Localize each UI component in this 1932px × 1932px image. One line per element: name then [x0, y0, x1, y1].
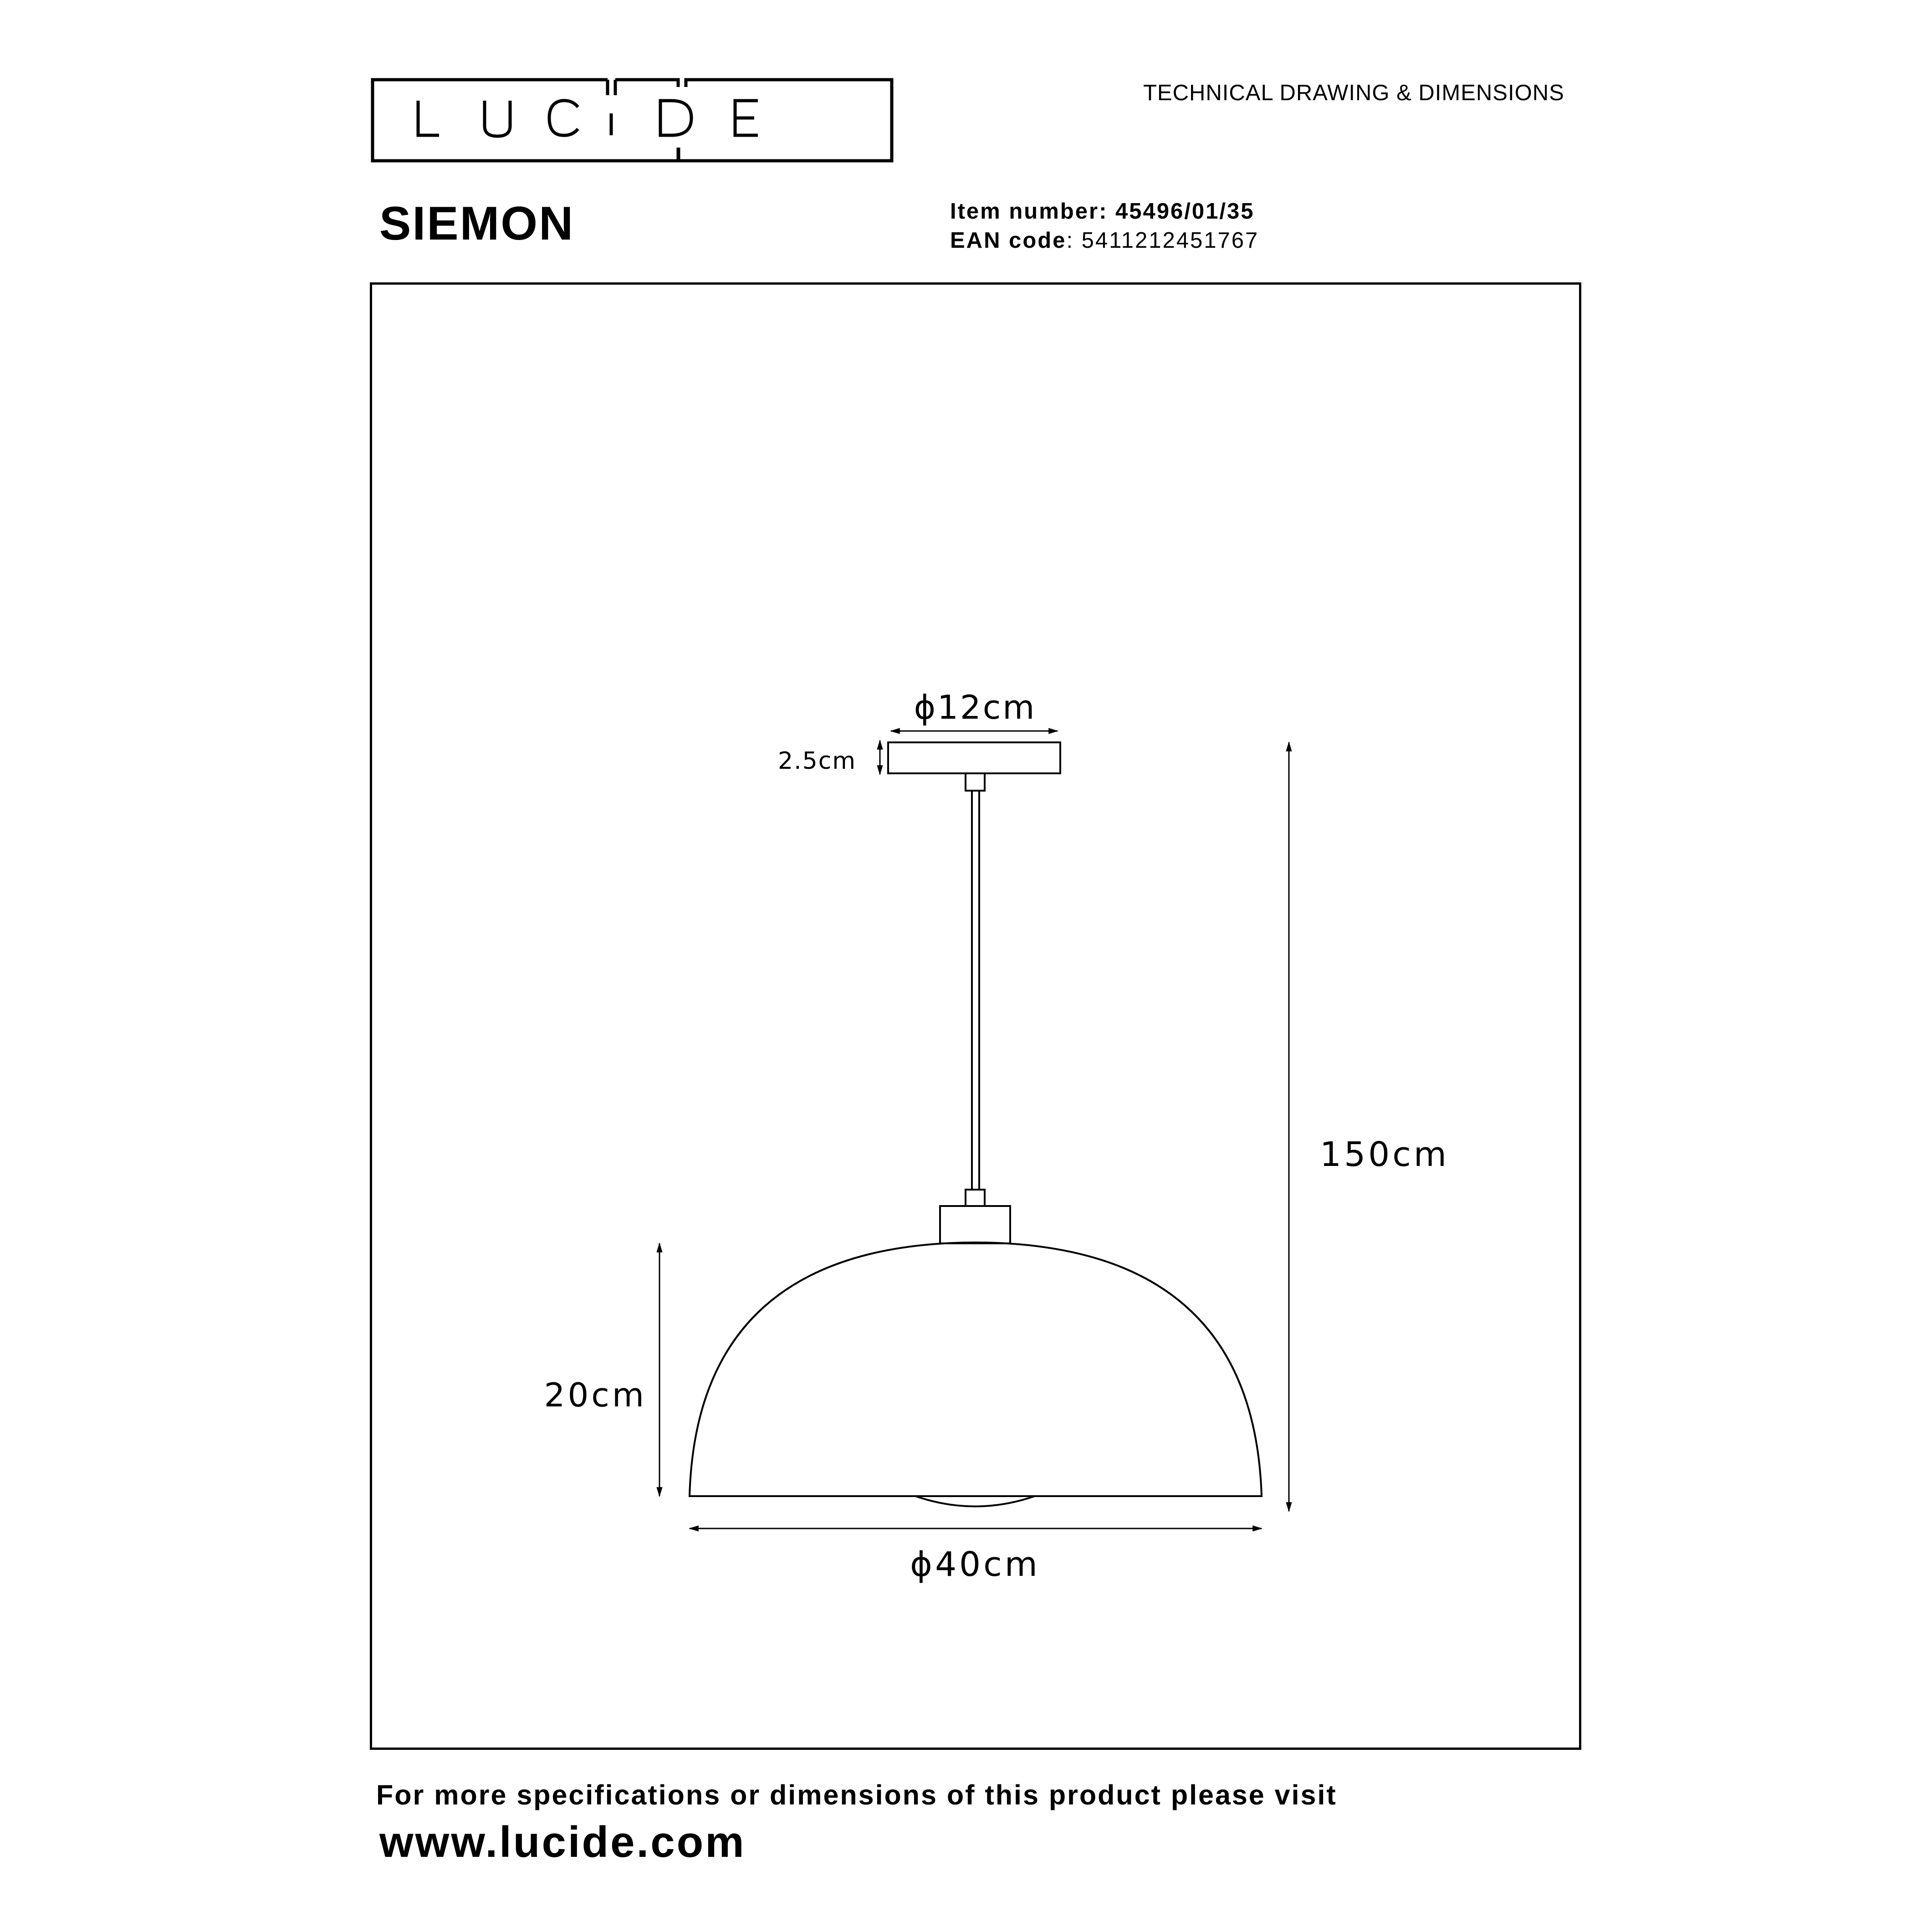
item-number-label: Item number [950, 199, 1099, 224]
document-title: TECHNICAL DRAWING & DIMENSIONS [1143, 81, 1564, 105]
shade-diameter-label: ϕ40cm [910, 1545, 1040, 1584]
canopy-diameter-label: ϕ12cm [914, 688, 1037, 726]
shade-cap [940, 1206, 1010, 1243]
shade-height-label: 20cm [544, 1376, 647, 1414]
ean-code: EAN code: 5411212451767 [950, 228, 1259, 253]
footer-info-text: For more specifications or dimensions of this product please visit [376, 1779, 1337, 1810]
canopy-connector [966, 773, 985, 791]
ean-code-value: 5411212451767 [1081, 228, 1259, 253]
footer-url-link[interactable]: www.lucide.com [379, 1818, 746, 1866]
ean-code-label: EAN code [950, 228, 1067, 253]
shade-connector [966, 1190, 985, 1206]
item-number: Item number: 45496/01/35 [950, 199, 1255, 224]
dome-shade [690, 1242, 1262, 1496]
product-name: SIEMON [379, 197, 575, 250]
canopy [888, 742, 1060, 773]
bulb-outline [915, 1496, 1035, 1507]
item-number-value: 45496/01/35 [1115, 199, 1255, 224]
canopy-height-label: 2.5cm [778, 747, 856, 775]
total-height-label: 150cm [1320, 1135, 1450, 1174]
